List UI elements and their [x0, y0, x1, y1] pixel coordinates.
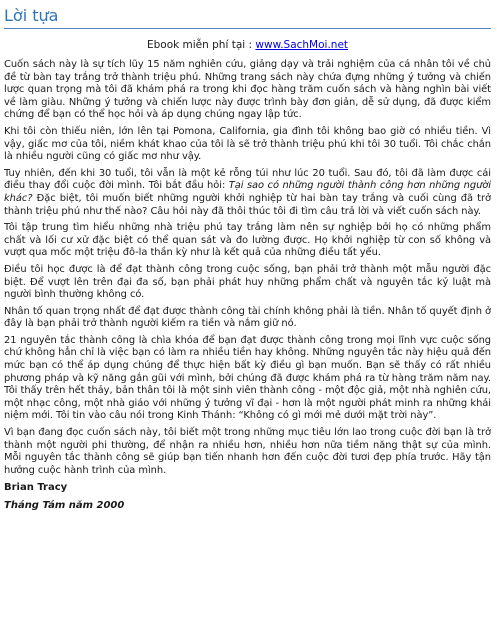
paragraph-5: Điều tôi học được là để đạt thành công trong cuộc sống, bạn phải trở thành một mẫu người đặc biệt. Để vượt lên trên đại đa số, bạn phải phát huy những phẩm chất và nguyên tắc kỷ luật mà người bình thường không có.: [4, 263, 491, 301]
source-link[interactable]: www.SachMoi.net: [255, 39, 349, 51]
paragraph-3-question: Tại sao có những người thành công hơn những người khác?: [4, 180, 491, 204]
source-prefix: Ebook miễn phí tại :: [146, 39, 256, 51]
page-title: Lời tựa: [4, 6, 491, 29]
paragraph-4: Tôi tập trung tìm hiểu những nhà triệu phú tay trắng làm nên sự nghiệp bởi họ có những phẩm chất và lối cư xử đặc biệt có thể quan sát và đo lường được. Họ khởi nghiệp từ con số không và vượt qua mốc một triệu đô-la thần kỳ như là kết quả của những điều tất yếu.: [4, 222, 491, 259]
paragraph-7: 21 nguyên tắc thành công là chìa khóa để bạn đạt được thành công trong mọi lĩnh vực cuộc sống chứ không hẳn chỉ là việc bạn có làm ra nhiều tiền hay không. Những nguyên tắc này hiệu quả đến mức bạn có thể áp dụng chúng để thực hiện bất kỳ điều gì bạn muốn. Bạn sẽ thấy có rất nhiều phương pháp và kỹ năng gắn gũi với mình, bởi chúng đã được khám phá ra từ hàng trăm năm nay. Tôi thấy trên hết thảy, bản thân tôi là một sinh viên thành công - một độc giả, một nhà nghiên cứu, một nhạc công, một nhà giáo với những ý tưởng vĩ đại - hơn là một người phát minh ra những khái niệm mới. Tôi tin vào câu nói trong Kinh Thánh: “Không có gì mới mẻ dưới mặt trời này”.: [4, 334, 491, 422]
paragraph-3-start: Tuy nhiên, đến khi 30 tuổi, tôi vẫn là một kẻ rỗng túi như lúc 20 tuổi. Sau đó, tôi đã làm được cái điều thay đổi cuộc đời mình. Tôi bắt đầu hỏi:: [4, 167, 491, 192]
ebook-source-line: [4, 38, 491, 52]
paragraph-3-end: Đặc biệt, tôi muốn biết những người khởi nghiệp từ hai bàn tay trắng và cuối cùng đã trở thành triệu phú như thế nào? Câu hỏi này đã thôi thúc tôi đi tìm câu trả lời và viết cuốn sách này.: [4, 192, 491, 217]
author-signature: Brian Tracy: [4, 482, 68, 494]
paragraph-1: Cuốn sách này là sự tích lũy 15 năm nghiên cứu, giảng dạy và trải nghiệm của cá nhân tôi về chủ đề từ bàn tay trắng trở thành triệu phú. Những trang sách này chứa đựng những ý tưởng và chiến lược quan trọng mà tôi đã khám phá ra trong khi đọc hàng trăm cuốn sách và hàng nghìn bài viết về làm giàu. Những ý tưởng và chiến lược này được trình bày đơn giản, dễ sử dụng, đã được kiểm chứng để bạn có thể học hỏi và áp dụng chúng ngay lập tức.: [4, 59, 491, 121]
paragraph-2: Khi tôi còn thiếu niên, lớn lên tại Pomona, California, gia đình tôi không bao giờ có nhiều tiền. Vì vậy, giấc mơ của tôi, niềm khát khao của tôi là sẽ trở thành triệu phú khi tôi 30 tuổi. Tôi chắc chắn là nhiều người cũng có giấc mơ như vậy.: [4, 125, 491, 163]
signature-date: Tháng Tám năm 2000: [4, 500, 125, 512]
paragraph-6: Nhân tố quan trọng nhất để đạt được thành công tài chính không phải là tiền. Nhân tố quyết định ở đây là bạn phải trở thành người kiếm ra tiền và nắm giữ nó.: [4, 305, 491, 330]
paragraph-3: [4, 168, 491, 218]
paragraph-8: Vì bạn đang đọc cuốn sách này, tôi biết một trong những mục tiêu lớn lao trong cuộc đời bạn là trở thành một người phi thường, để nhận ra nhiều hơn, nhiều hơn nữa tiềm năng thật sự của mình. Mỗi nguyên tắc thành công sẽ giúp bạn tiến nhanh hơn đến cuộc đời tươi đẹp phía trước. Hãy tận hưởng cuộc hành trình của mình.: [4, 427, 491, 476]
